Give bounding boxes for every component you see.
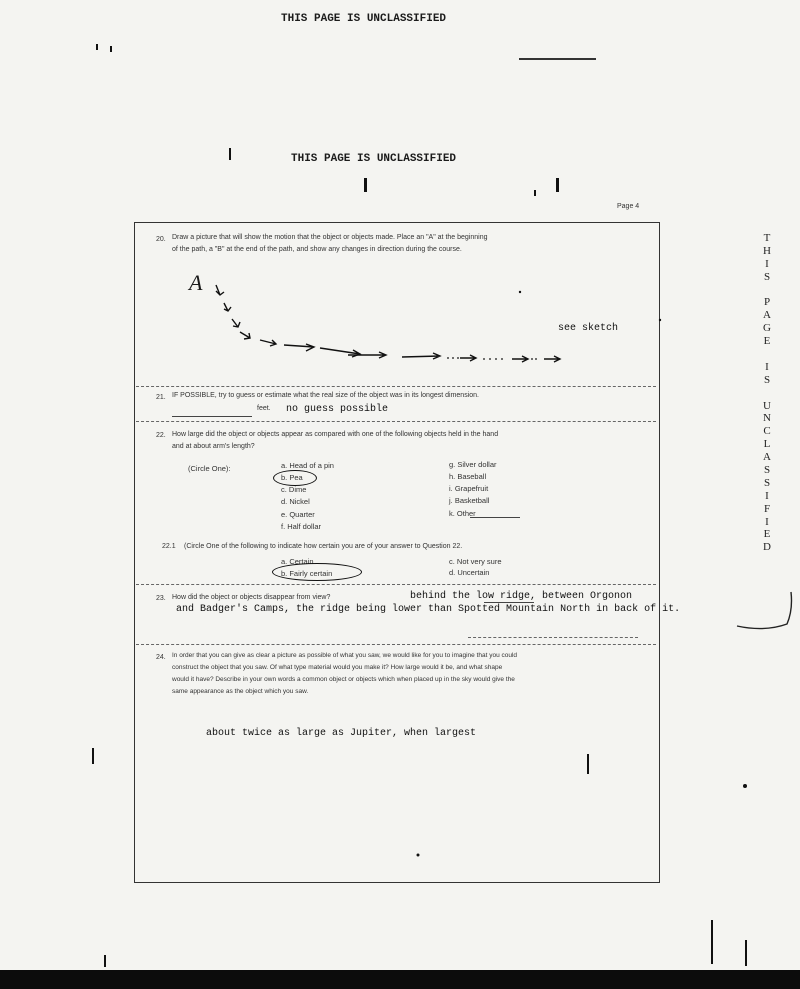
side-stamp-letter: S [763, 464, 771, 477]
side-stamp-letter: I [765, 360, 769, 373]
q23-answer-line2: and Badger's Camps, the ridge being lower than Spotted Mountain North in back of it. [176, 604, 681, 615]
q21-number: 21. [156, 394, 166, 401]
q22-instruction: (Circle One): [188, 464, 231, 473]
q22-option-a: a. Head of a pin [281, 461, 334, 470]
side-stamp-letter: F [763, 502, 771, 515]
sketch-letter-a: A [189, 270, 203, 295]
q22-option-g: g. Silver dollar [449, 460, 497, 469]
side-stamp-letter: H [763, 244, 771, 257]
q23-line: How did the object or objects disappear from view? [172, 594, 331, 601]
q22-1-number: 22.1 [162, 543, 176, 550]
q24-line3: would it have? Describe in your own words a common object or objects which when placed up in the sky would give the [172, 676, 515, 683]
side-stamp-letter: L [763, 438, 771, 451]
q20-line2: of the path, a "B" at the end of the path, and show any changes in direction during the course. [172, 246, 462, 253]
q22-1-option-a: a. Certain [281, 557, 314, 566]
q24-answer: about twice as large as Jupiter, when largest [206, 728, 477, 739]
side-stamp-letter: U [763, 399, 771, 412]
side-stamp-letter: G [763, 322, 771, 335]
q21-unit: feet. [257, 405, 271, 412]
side-stamp-letter: A [763, 309, 771, 322]
side-stamp-letter: P [763, 296, 771, 309]
side-stamp-letter: S [763, 270, 771, 283]
q22-option-k: k. Other [449, 509, 476, 518]
q22-number: 22. [156, 432, 166, 439]
q21-line: IF POSSIBLE, try to guess or estimate what the real size of the object was in its longest dimension. [172, 392, 479, 399]
q24-line2: construct the object that you saw. Of what type material would you make it? How large would it be, and what shape [172, 664, 503, 671]
side-stamp-letter: S [763, 373, 771, 386]
q22-option-h: h. Baseball [449, 472, 487, 481]
side-stamp-letter: T [763, 232, 771, 244]
q22-1-option-d: d. Uncertain [449, 568, 490, 577]
side-stamp-letter: D [763, 541, 771, 554]
q22-1-option-b: b. Fairly certain [281, 569, 333, 578]
side-stamp-letter: A [763, 451, 771, 464]
page-number: Page 4 [617, 203, 640, 210]
q24-number: 24. [156, 654, 166, 661]
q24-line4: same appearance as the object which you saw. [172, 688, 309, 695]
q22-line2: and at about arm's length? [172, 443, 255, 450]
header-top: THIS PAGE IS UNCLASSIFIED [281, 13, 447, 25]
side-stamp-letter: S [763, 476, 771, 489]
q22-option-e: e. Quarter [281, 510, 315, 519]
q22-option-b: b. Pea [281, 473, 303, 482]
side-stamp-letter: N [763, 412, 771, 425]
q22-option-i: i. Grapefruit [449, 484, 489, 493]
q23-number: 23. [156, 595, 166, 602]
q24-line1: In order that you can give as clear a picture as possible of what you saw, we would like for you to imagine that you could [172, 652, 518, 659]
side-stamp-letter: E [763, 528, 771, 541]
scan-bottom-edge [0, 970, 800, 989]
q22-option-c: c. Dime [281, 485, 307, 494]
q20-number: 20. [156, 236, 166, 243]
side-stamp-letter: C [763, 425, 771, 438]
side-stamp-letter: I [765, 515, 769, 528]
q22-line1: How large did the object or objects appear as compared with one of the following objects held in the hand [172, 431, 499, 438]
q21-answer: no guess possible [286, 404, 389, 415]
header-second: THIS PAGE IS UNCLASSIFIED [291, 153, 457, 165]
side-stamp-letter: E [763, 335, 771, 348]
side-stamp-letter: I [765, 257, 769, 270]
q22-1-line: (Circle One of the following to indicate how certain you are of your answer to Question 22. [184, 543, 463, 550]
q20-line1: Draw a picture that will show the motion that the object or objects made. Place an "A" at the beginning [172, 234, 488, 241]
side-stamp-letter: I [765, 489, 769, 502]
q22-option-j: j. Basketball [449, 496, 490, 505]
q22-option-f: f. Half dollar [281, 522, 322, 531]
q22-1-option-c: c. Not very sure [449, 557, 502, 566]
q22-option-d: d. Nickel [281, 497, 310, 506]
q23-answer-line1: behind the low ridge, between Orgonon [410, 591, 633, 602]
q20-answer: see sketch [558, 323, 619, 334]
